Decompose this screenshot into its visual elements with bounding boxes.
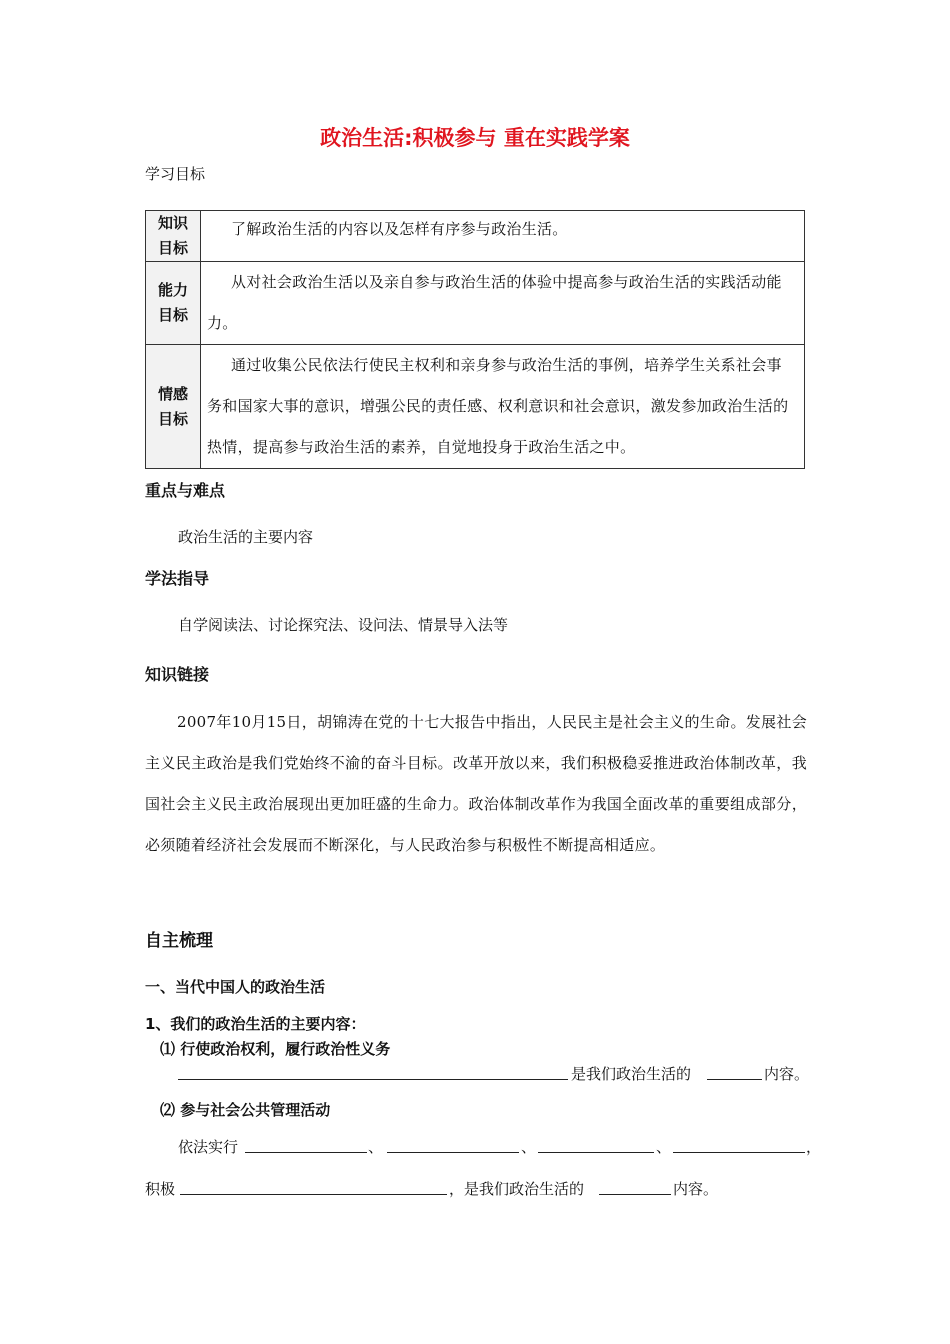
blank-text: 积极 — [145, 1180, 176, 1198]
separator: ， — [806, 1138, 822, 1156]
row-text: 从对社会政治生活以及亲自参与政治生活的体验中提高参与政治生活的实践活动能力。 — [201, 262, 805, 345]
objectives-table — [145, 210, 805, 469]
label-line: 目标 — [157, 409, 188, 428]
row-label — [146, 345, 201, 469]
fill-blank[interactable] — [178, 1079, 568, 1080]
separator: 、 — [656, 1138, 672, 1156]
fill-blank[interactable] — [180, 1194, 447, 1195]
knowledge-link-text: 2007年10月15日，胡锦涛在党的十七大报告中指出，人民民主是社会主义的生命。发展社会主义民主政治是我们党始终不渝的奋斗目标。改革开放以来，我们积极稳妥推进政治体制改革，我国社会主义民主政治展现出更加旺盛的生命力。政治体制改革作为我国全面改革的重要组成部分，必须随着经济社会发展而不断深化，与人民政治参与积极性不断提高相适应。 — [145, 713, 807, 854]
key-points-heading: 重点与难点 — [145, 481, 226, 500]
blank-text: 依法实行 — [178, 1138, 239, 1156]
table-row — [146, 211, 805, 262]
methods-heading: 学法指导 — [145, 569, 210, 588]
fill-blank[interactable] — [673, 1152, 805, 1153]
sub-heading: ⑵ 参与社会公共管理活动 — [160, 1101, 331, 1119]
table-row — [146, 345, 805, 469]
label-line: 目标 — [157, 306, 188, 324]
row-label — [146, 262, 201, 345]
fill-blank[interactable] — [599, 1194, 671, 1195]
label-line: 能力 — [157, 281, 188, 299]
table-row — [146, 262, 805, 345]
blank-text: ，是我们政治生活的 — [449, 1180, 585, 1198]
item-heading: 1、我们的政治生活的主要内容： — [145, 1015, 366, 1033]
page-title: 政治生活:积极参与 重在实践学案 — [320, 126, 630, 150]
section-heading: 一、当代中国人的政治生活 — [145, 978, 326, 996]
row-label — [146, 211, 201, 262]
separator: 、 — [521, 1138, 537, 1156]
row-text: 通过收集公民依法行使民主权利和亲身参与政治生活的事例，培养学生关系社会事务和国家大事的意识，增强公民的责任感、权利意识和社会意识，激发参加政治生活的热情，提高参与政治生活的素养，自觉地投身于政治生活之中。 — [201, 345, 805, 469]
label-line: 目标 — [157, 239, 188, 257]
knowledge-link-heading: 知识链接 — [145, 665, 210, 684]
blank-text: 内容。 — [673, 1180, 719, 1198]
fill-blank[interactable] — [538, 1152, 654, 1153]
blank-text: 是我们政治生活的 — [571, 1065, 692, 1083]
fill-blank[interactable] — [245, 1152, 367, 1153]
label-line: 知识 — [157, 214, 188, 232]
fill-blank[interactable] — [707, 1079, 762, 1080]
row-text: 了解政治生活的内容以及怎样有序参与政治生活。 — [201, 211, 805, 262]
blank-text: 内容。 — [764, 1065, 810, 1083]
label-line: 情感 — [157, 384, 188, 403]
separator: 、 — [368, 1138, 384, 1156]
sub-heading: ⑴ 行使政治权利，履行政治性义务 — [160, 1040, 391, 1058]
fill-blank[interactable] — [387, 1152, 519, 1153]
objectives-heading: 学习目标 — [145, 165, 206, 183]
self-study-heading: 自主梳理 — [145, 931, 213, 951]
key-points-text: 政治生活的主要内容 — [178, 528, 314, 546]
methods-text: 自学阅读法、讨论探究法、设问法、情景导入法等 — [178, 616, 509, 634]
